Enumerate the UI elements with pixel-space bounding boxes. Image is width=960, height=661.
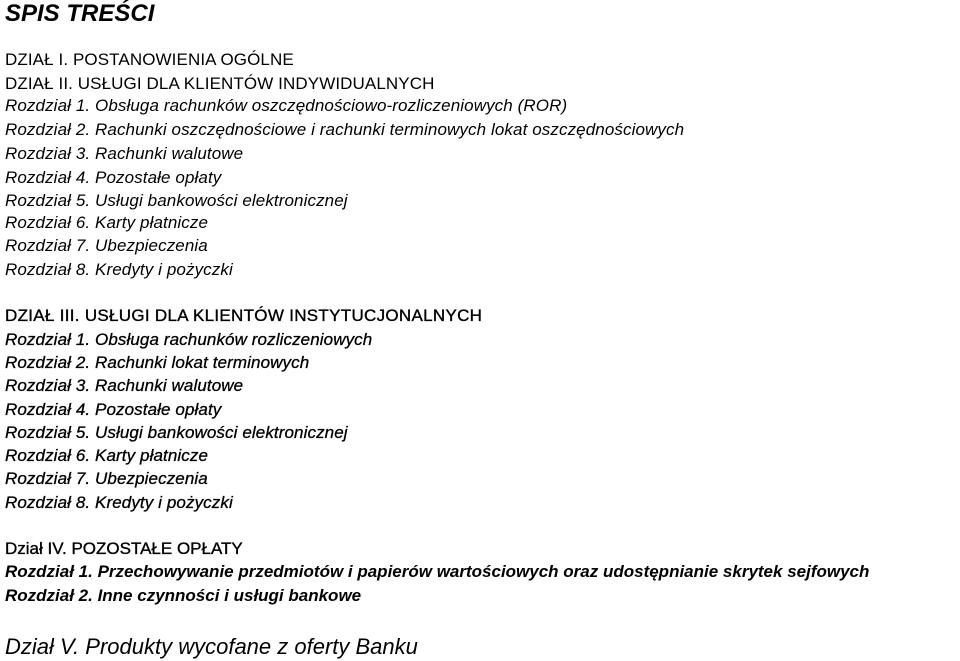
toc-entry-d2-r6[interactable]: Rozdział 6. Karty płatnicze [5,213,209,232]
section-heading-dzial-4[interactable]: Dział IV. POZOSTAŁE OPŁATY [5,539,243,558]
toc-entry-d4-r2[interactable]: Rozdział 2. Inne czynności i usługi bankowe [5,586,362,605]
toc-entry-d2-r2[interactable]: Rozdział 2. Rachunki oszczędnościowe i rachunki terminowych lokat oszczędnościowych [5,120,685,139]
toc-entry-d2-r4[interactable]: Rozdział 4. Pozostałe opłaty [5,168,222,187]
section-heading-dzial-3[interactable]: DZIAŁ III. USŁUGI DLA KLIENTÓW INSTYTUCJONALNYCH [5,306,483,325]
toc-entry-d3-r5[interactable]: Rozdział 5. Usługi bankowości elektronicznej [5,423,348,442]
toc-entry-d3-r6[interactable]: Rozdział 6. Karty płatnicze [5,446,209,465]
toc-entry-d2-r5[interactable]: Rozdział 5. Usługi bankowości elektronicznej [5,191,348,210]
section-heading-dzial-2[interactable]: DZIAŁ II. USŁUGI DLA KLIENTÓW INDYWIDUALNYCH [5,74,435,93]
toc-entry-d3-r4[interactable]: Rozdział 4. Pozostałe opłaty [5,400,222,419]
section-heading-dzial-5[interactable]: Dział V. Produkty wycofane z oferty Banku [5,634,418,659]
section-heading-dzial-1[interactable]: DZIAŁ I. POSTANOWIENIA OGÓLNE [5,50,294,69]
toc-entry-d2-r3[interactable]: Rozdział 3. Rachunki walutowe [5,144,244,163]
toc-entry-d3-r8[interactable]: Rozdział 8. Kredyty i pożyczki [5,493,233,512]
toc-entry-d3-r7[interactable]: Rozdział 7. Ubezpieczenia [5,469,208,488]
toc-entry-d2-r1[interactable]: Rozdział 1. Obsługa rachunków oszczędnościowo-rozliczeniowych (ROR) [5,96,568,115]
toc-entry-d2-r7[interactable]: Rozdział 7. Ubezpieczenia [5,236,208,255]
toc-entry-d4-r1[interactable]: Rozdział 1. Przechowywanie przedmiotów i papierów wartościowych oraz udostępnianie skrytek sejfowych [5,562,870,581]
toc-entry-d2-r8[interactable]: Rozdział 8. Kredyty i pożyczki [5,260,233,279]
toc-entry-d3-r2[interactable]: Rozdział 2. Rachunki lokat terminowych [5,353,310,372]
page-title: SPIS TREŚCI [5,0,155,27]
toc-entry-d3-r3[interactable]: Rozdział 3. Rachunki walutowe [5,376,244,395]
toc-entry-d3-r1[interactable]: Rozdział 1. Obsługa rachunków rozliczeniowych [5,330,373,349]
